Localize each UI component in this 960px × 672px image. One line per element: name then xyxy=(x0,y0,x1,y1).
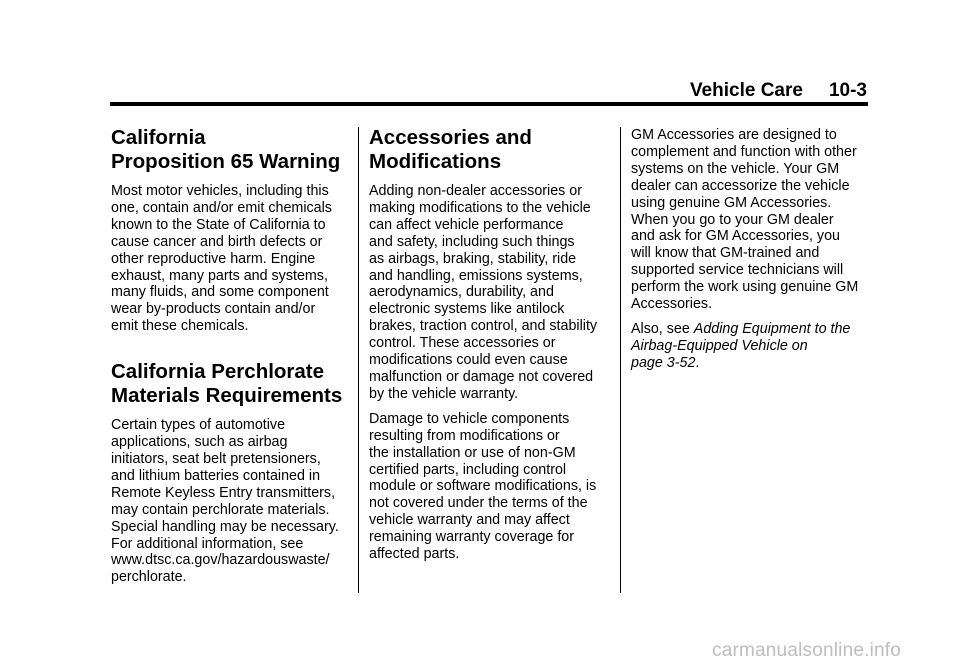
heading-accessories: Accessories and Modifications xyxy=(369,126,532,173)
paragraph-accessories-2: Damage to vehicle components resulting from modifications or the installation or use of non-GM certified parts, including control module or software modifications, is not covered under the terms of the vehicle warranty and may affect remaining warranty coverage for affected parts. xyxy=(369,410,597,563)
paragraph-perchlorate: Certain types of automotive applications, such as airbag initiators, seat belt pretensioners, and lithium batteries contained in Remote Keyless Entry transmitters, may contain perchlorate materials. Special handling may be necessary. For additional information, see www.dtsc.ca.gov/hazardouswaste/ perchlorate. xyxy=(111,417,339,586)
watermark: carmanualsonline.info xyxy=(712,640,902,661)
column-2 xyxy=(369,126,609,571)
column-3 xyxy=(631,127,867,380)
header-rule xyxy=(110,102,868,106)
cross-reference-page[interactable]: page 3-52 xyxy=(631,354,696,371)
paragraph-also-see: Also, see Adding Equipment to the Airbag-Equipped Vehicle on page 3-52. xyxy=(631,320,851,371)
paragraph-gm-accessories: GM Accessories are designed to complement and function with other systems on the vehicle. Your GM dealer can accessorize the vehicle using genuine GM Accessories. When you go to your GM dealer and ask for GM Accessories, you will know that GM-trained and supported service technicians will perform the work using genuine GM Accessories. xyxy=(631,127,859,313)
heading-perchlorate: California Perchlorate Materials Requirements xyxy=(111,360,343,408)
column-1 xyxy=(111,126,347,594)
section-title: Vehicle Care xyxy=(689,80,803,101)
column-divider xyxy=(358,127,359,593)
heading-prop65: California Proposition 65 Warning xyxy=(111,126,341,173)
column-divider xyxy=(620,127,621,593)
page-header xyxy=(690,80,867,102)
page-number: 10-3 xyxy=(828,80,867,101)
cross-reference-link[interactable]: Airbag-Equipped Vehicle on xyxy=(631,337,808,354)
paragraph-prop65: Most motor vehicles, including this one, contain and/or emit chemicals known to the State of California to cause cancer and birth defects or other reproductive harm. Engine exhaust, many parts and systems, many fluids, and some component wear by-products contain and/or emit these chemicals. xyxy=(111,183,332,335)
paragraph-accessories-1: Adding non-dealer accessories or making modifications to the vehicle can affect vehicle performance and safety, including such things as airbags, braking, stability, ride and handling, emissions systems, aerodynamics, durability, and electronic systems like antilock brakes, traction control, and stability control. These accessories or modifications could even cause malfunction or damage not covered by the vehicle warranty. xyxy=(369,183,598,402)
cross-reference-link[interactable]: Adding Equipment to the xyxy=(693,320,851,337)
